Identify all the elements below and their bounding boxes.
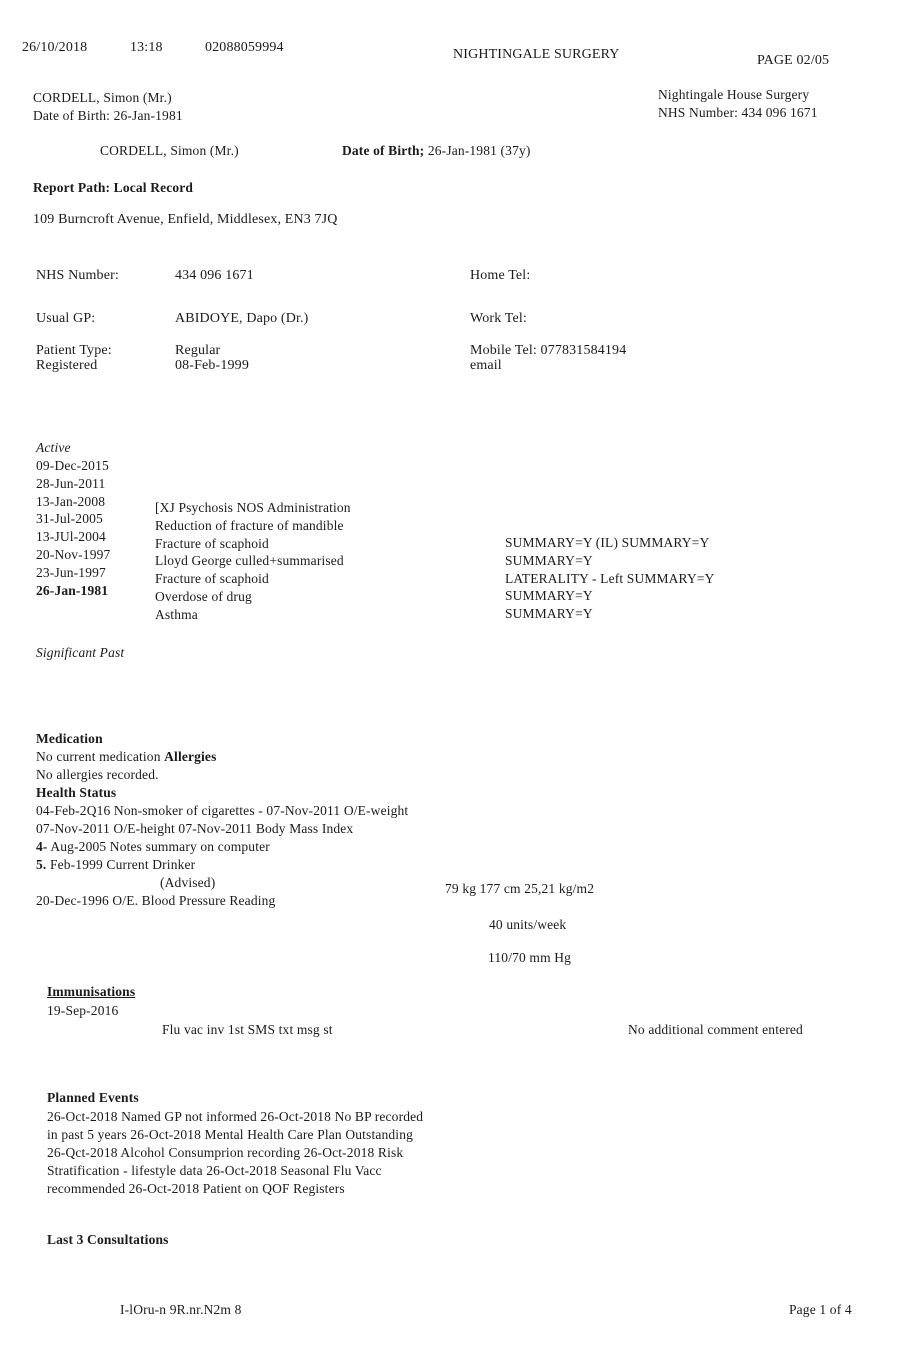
nhs-number-value: 434 096 1671 — [175, 268, 254, 283]
weight-height-bmi-values: 79 kg 177 cm 25,21 kg/m2 — [445, 881, 595, 896]
advised-note: (Advised) — [160, 875, 216, 890]
medication-heading: Medication — [36, 731, 103, 746]
blood-pressure-value: 110/70 mm Hg — [488, 950, 572, 965]
active-date: 31-Jul-2005 — [36, 511, 103, 527]
immunisations-heading: Immunisations — [47, 984, 136, 999]
planned-events-line: recommended 26-Oct-2018 Patient on QOF Registers — [47, 1181, 345, 1196]
health-status-heading: Health Status — [36, 785, 117, 800]
footer-page-number: Page 1 of 4 — [789, 1302, 852, 1317]
email-label: email — [470, 358, 502, 373]
immunisation-date: 19-Sep-2016 — [47, 1003, 119, 1018]
item-4-text: Aug-2005 Notes summary on computer — [47, 839, 270, 854]
active-summary: SUMMARY=Y — [505, 606, 593, 622]
health-status-line: 04-Feb-2Q16 Non-smoker of cigarettes - 07-Nov-2011 O/E-weight — [36, 803, 409, 818]
active-date: 13-Jan-2008 — [36, 493, 106, 509]
item-5-marker: 5. — [36, 857, 47, 872]
active-problem: Overdose of drug — [155, 588, 252, 604]
item-5-text: Feb-1999 Current Drinker — [46, 857, 196, 872]
report-path: Report Path: Local Record — [33, 180, 194, 195]
active-problem: Reduction of fracture of mandible — [155, 517, 344, 533]
active-summary: LATERALITY - Left SUMMARY=Y — [505, 570, 715, 586]
planned-events-line: in past 5 years 26-Oct-2018 Mental Health Care Plan Outstanding — [47, 1127, 413, 1142]
letterhead-patient-name: CORDELL, Simon (Mr.) — [33, 90, 172, 105]
active-summary: SUMMARY=Y — [505, 552, 593, 568]
banner-dob-value: 26-Jan-1981 (37y) — [424, 143, 531, 158]
letterhead-practice-nhs: NHS Number: 434 096 1671 — [658, 105, 818, 120]
active-date: 20-Nov-1997 — [36, 546, 111, 562]
active-date: 28-Jun-2011 — [36, 475, 106, 491]
immunisation-comment: No additional comment entered — [628, 1022, 803, 1037]
planned-events-line: Stratification - lifestyle data 26-Oct-2018 Seasonal Flu Vacc — [47, 1163, 382, 1178]
planned-events-line: 26-Qct-2018 Alcohol Consumprion recording 26-Oct-2018 Risk — [47, 1145, 404, 1160]
last-consultations-heading: Last 3 Consultations — [47, 1232, 169, 1247]
usual-gp-value: ABIDOYE, Dapo (Dr.) — [175, 311, 309, 326]
patient-type-label: Patient Type: — [36, 343, 112, 358]
active-problem: Fracture of scaphoid — [155, 571, 269, 587]
fax-page-label: PAGE 02/05 — [757, 53, 830, 68]
active-date: 13-JUl-2004 — [36, 529, 106, 545]
banner-patient-name: CORDELL, Simon (Mr.) — [100, 143, 239, 158]
immunisation-entry: Flu vac inv 1st SMS txt msg st — [162, 1022, 333, 1037]
banner-dob-label: Date of Birth; — [342, 143, 425, 158]
letterhead-patient-dob: Date of Birth: 26-Jan-1981 — [33, 108, 183, 123]
active-problem: Fracture of scaphoid — [155, 535, 269, 551]
allergies-heading: Allergies — [164, 749, 217, 764]
fax-date: 26/10/2018 — [22, 40, 88, 55]
active-date: 26-Jan-1981 — [36, 582, 109, 598]
planned-events-heading: Planned Events — [47, 1090, 139, 1105]
no-medication-text: No current medication — [36, 749, 165, 764]
item-4-marker: 4- — [36, 839, 48, 854]
health-status-item-5 — [36, 856, 408, 874]
patient-type-value: Regular — [175, 343, 221, 358]
patient-address: 109 Burncroft Avenue, Enfield, Middlesex, EN3 7JQ — [33, 212, 338, 227]
letterhead-practice-name: Nightingale House Surgery — [658, 87, 810, 102]
fax-time: 13:18 — [130, 40, 163, 55]
active-heading: Active — [36, 440, 71, 455]
planned-events-text — [47, 1108, 423, 1198]
mobile-tel: Mobile Tel: 077831584194 — [470, 343, 627, 358]
fax-number: 02088059994 — [205, 40, 284, 55]
active-dates-column — [36, 457, 110, 599]
alcohol-units-value: 40 units/week — [489, 917, 567, 932]
medication-section — [36, 730, 408, 910]
health-status-line: 07-Nov-2011 O/E-height 07-Nov-2011 Body Mass Index — [36, 821, 354, 836]
no-allergies-text: No allergies recorded. — [36, 767, 159, 782]
active-problem: Asthma — [155, 606, 198, 622]
home-tel-label: Home Tel: — [470, 268, 531, 283]
bp-reading-line: 20-Dec-1996 O/E. Blood Pressure Reading — [36, 893, 276, 908]
registered-value: 08-Feb-1999 — [175, 358, 249, 373]
planned-events-line: 26-Oct-2018 Named GP not informed 26-Oct-2018 No BP recorded — [47, 1109, 424, 1124]
banner-dob — [342, 143, 531, 159]
work-tel-label: Work Tel: — [470, 311, 527, 326]
footer-reference-text: I-lOru-n 9R.nr.N2m 8 — [120, 1302, 242, 1317]
active-problems-column — [155, 499, 351, 624]
active-date: 09-Dec-2015 — [36, 458, 109, 473]
registered-label: Registered — [36, 358, 98, 373]
health-status-item-4 — [36, 838, 408, 856]
active-problem: [XJ Psychosis NOS Administration — [155, 500, 351, 515]
active-date: 23-Jun-1997 — [36, 564, 106, 580]
nhs-number-label: NHS Number: — [36, 268, 119, 283]
significant-past-heading: Significant Past — [36, 645, 125, 660]
active-summaries-column — [505, 534, 715, 623]
active-summary: SUMMARY=Y (IL) SUMMARY=Y — [505, 535, 710, 550]
fax-sender-name: NIGHTINGALE SURGERY — [453, 47, 620, 62]
medication-allergies-line — [36, 748, 408, 766]
usual-gp-label: Usual GP: — [36, 311, 96, 326]
active-summary: SUMMARY=Y — [505, 588, 593, 604]
active-problem: Lloyd George culled+summarised — [155, 553, 344, 569]
